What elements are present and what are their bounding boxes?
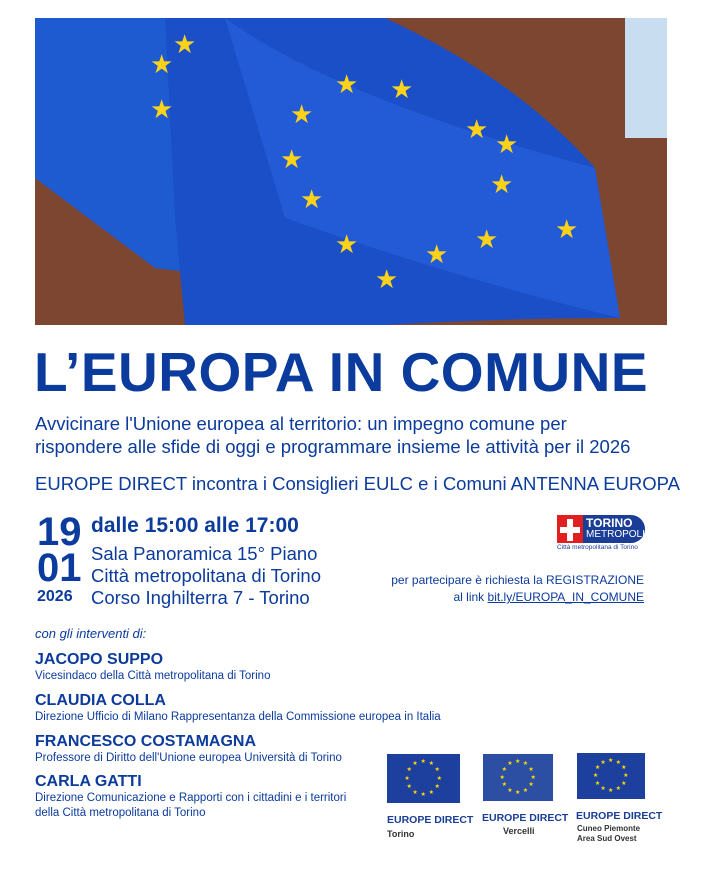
star-icon: ★ xyxy=(490,169,514,199)
star-icon: ★ xyxy=(465,114,489,144)
star-icon: ★ xyxy=(515,790,521,796)
registration-link-line: al link bit.ly/EUROPA_IN_COMUNE xyxy=(453,590,644,604)
star-icon: ★ xyxy=(555,214,579,244)
date-month: 01 xyxy=(37,546,82,590)
star-icon: ★ xyxy=(406,783,412,790)
star-icon: ★ xyxy=(390,74,414,104)
event-room: Sala Panoramica 15° Piano xyxy=(91,543,318,564)
date-year: 2026 xyxy=(37,588,73,605)
star-icon: ★ xyxy=(501,766,507,773)
speaker-name: CLAUDIA COLLA xyxy=(35,692,166,709)
star-icon: ★ xyxy=(615,759,621,766)
eu-flag-photo xyxy=(35,18,667,325)
subtitle-line-2: rispondere alle sfide di oggi e programmare insieme le attività per il 2026 xyxy=(35,436,631,457)
eu-flag-icon xyxy=(483,754,553,801)
star-icon: ★ xyxy=(528,782,534,789)
star-icon: ★ xyxy=(434,767,440,774)
star-icon: ★ xyxy=(621,765,627,772)
shield-icon xyxy=(557,515,583,543)
star-icon: ★ xyxy=(434,783,440,790)
speaker-role: Direzione Ufficio di Milano Rappresentanza della Commissione europea in Italia xyxy=(35,711,441,723)
star-icon: ★ xyxy=(507,787,513,794)
star-icon: ★ xyxy=(600,786,606,793)
speaker-role: Direzione Comunicazione e Rapporti con i cittadini e i territori xyxy=(35,792,347,804)
star-icon: ★ xyxy=(420,759,426,766)
star-icon: ★ xyxy=(406,767,412,774)
star-icon: ★ xyxy=(375,264,399,294)
europe-direct-label: EUROPE DIRECT xyxy=(482,812,569,824)
star-icon: ★ xyxy=(594,780,601,787)
event-poster: ★ ★ ★ ★ ★ ★ ★ ★ ★ ★ ★ ★ ★ ★ ★ ★ L’EUROPA IN COMUNE Avvicinare l'Unione europea al territorio: un impegno comune per rispondere alle sfide di oggi e programmare insieme le attività per il 2026 EUROPE DIRECT incontra i Consiglieri EULC e i Comuni ANTENNA EUROPA 19 01 2026 dalle 15:00 alle 17:00 Sala Panoramica 15° Piano Città metropolitana di Torino Corso Inghilterra 7 - Torino TORINO METROPOLI Città metropolitana di Torino per partecipare è richiesta la REGISTRAZIONE al link bit.ly/EUROPA_IN_COMUNE con gli interventi di: JACOPO SUPPO Vicesindaco della Città metropolitana di Torino CLAUDIA COLLA Direzione Ufficio di Milano Rappresentanza della Commissione europea in Italia FRANCESCO COSTAMAGNA Professore di Diritto dell'Unione europea Università di Torino CARLA GATTI Direzione Comunicazione e Rapporti con i cittadini e i territori della Città metropolitana di Torino ★ ★ ★ ★ ★ ★ ★ ★ ★ ★ ★ ★ EUROPE DIRECT Torino ★ ★ ★ ★ ★ ★ ★ ★ ★ ★ ★ ★ EUROPE DIRECT Vercelli ★ ★ ★ ★ ★ ★ ★ ★ ★ ★ ★ ★ EUROPE DIRECT Cuneo Piemonte Area Sud Ovest xyxy=(0,0,702,878)
eu-flag-image xyxy=(35,18,667,325)
star-icon: ★ xyxy=(501,782,507,789)
star-icon: ★ xyxy=(404,775,410,782)
star-icon: ★ xyxy=(623,773,629,779)
star-icon: ★ xyxy=(335,229,359,259)
star-icon: ★ xyxy=(499,774,505,781)
date-day: 19 xyxy=(37,510,82,554)
speakers-intro: con gli interventi di: xyxy=(35,626,147,641)
star-icon: ★ xyxy=(515,758,521,765)
star-icon: ★ xyxy=(436,775,443,782)
eu-flag-icon xyxy=(387,754,460,803)
speaker-role: Professore di Diritto dell'Unione europea Università di Torino xyxy=(35,752,342,764)
star-icon: ★ xyxy=(428,789,434,796)
star-icon: ★ xyxy=(290,99,314,129)
speaker-name: CARLA GATTI xyxy=(35,773,142,790)
speaker-role: Vicesindaco della Città metropolitana di Torino xyxy=(35,670,271,682)
star-icon: ★ xyxy=(420,791,426,798)
torino-metropoli-logo: TORINO METROPOLI Città metropolitana di Torino xyxy=(557,516,645,551)
star-icon: ★ xyxy=(594,765,601,772)
star-icon: ★ xyxy=(615,786,621,793)
event-time: dalle 15:00 alle 17:00 xyxy=(91,514,299,537)
speaker-role: della Città metropolitana di Torino xyxy=(35,807,206,819)
star-icon: ★ xyxy=(522,787,529,794)
star-icon: ★ xyxy=(425,239,449,269)
star-icon: ★ xyxy=(600,759,606,766)
star-icon: ★ xyxy=(280,144,304,174)
star-icon: ★ xyxy=(530,774,536,781)
star-icon: ★ xyxy=(522,761,529,768)
speaker-name: JACOPO SUPPO xyxy=(35,651,164,668)
subtitle-line-1: Avvicinare l'Unione europea al territorio: un impegno comune per xyxy=(35,413,567,434)
registration-link[interactable]: bit.ly/EUROPA_IN_COMUNE xyxy=(487,590,644,604)
star-icon: ★ xyxy=(495,129,519,159)
star-icon: ★ xyxy=(621,780,627,787)
star-icon: ★ xyxy=(608,757,614,764)
europe-direct-label: EUROPE DIRECT xyxy=(576,810,663,822)
event-address: Corso Inghilterra 7 - Torino xyxy=(91,587,310,608)
eu-flag-icon xyxy=(577,753,645,799)
registration-text: per partecipare è richiesta la REGISTRAZIONE xyxy=(391,573,644,587)
europe-direct-label: EUROPE DIRECT xyxy=(387,814,474,826)
star-icon: ★ xyxy=(150,49,174,79)
star-icon: ★ xyxy=(608,788,614,795)
speaker-name: FRANCESCO COSTAMAGNA xyxy=(35,733,257,750)
star-icon: ★ xyxy=(335,69,359,99)
star-icon: ★ xyxy=(150,94,174,124)
star-icon: ★ xyxy=(507,761,513,768)
star-icon: ★ xyxy=(412,789,418,796)
star-icon: ★ xyxy=(428,761,434,768)
star-icon: ★ xyxy=(475,224,499,254)
star-icon: ★ xyxy=(412,761,418,768)
star-icon: ★ xyxy=(592,773,599,779)
event-venue: Città metropolitana di Torino xyxy=(91,565,322,586)
star-icon: ★ xyxy=(300,184,324,214)
star-icon: ★ xyxy=(173,29,197,59)
page-title: L’EUROPA IN COMUNE xyxy=(34,341,649,403)
star-icon: ★ xyxy=(528,766,534,773)
tagline: EUROPE DIRECT incontra i Consiglieri EULC e i Comuni ANTENNA EUROPA xyxy=(35,473,680,494)
